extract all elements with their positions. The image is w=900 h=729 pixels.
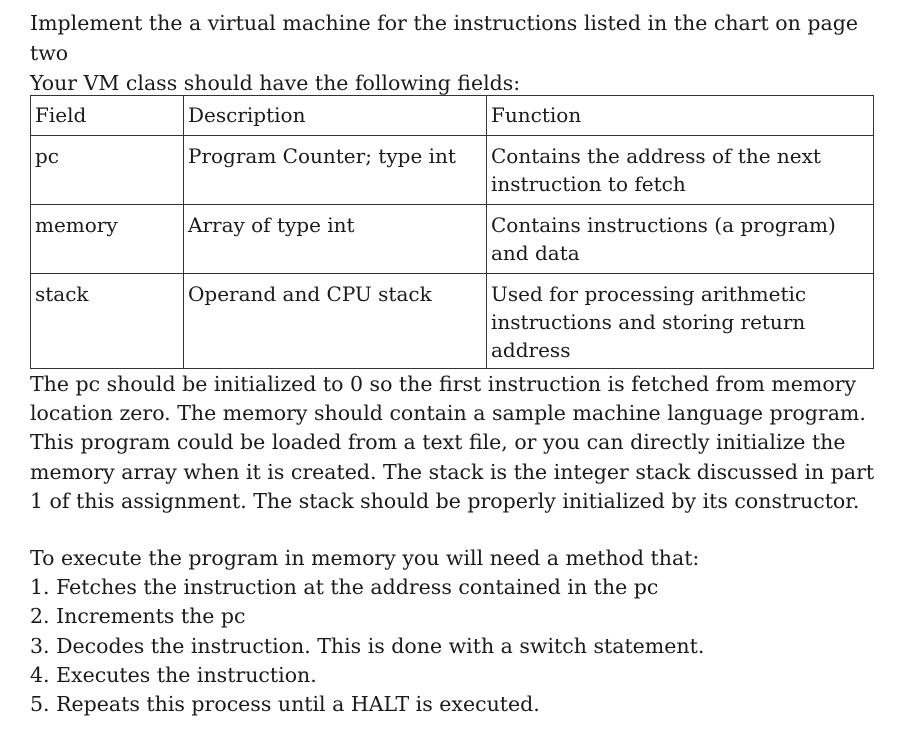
list-item: 1. Fetches the instruction at the address contained in the pc [30,575,659,600]
cell-field: memory [31,205,184,274]
steps-list [30,573,880,719]
table-row [31,274,874,369]
table-row [31,205,874,274]
cell-function: Contains instructions (a program) and data [487,205,874,274]
cell-function: Used for processing arithmetic instructions and storing return address [487,274,874,369]
fields-table [30,95,874,369]
table-header-row [31,96,874,136]
cell-description: Operand and CPU stack [184,274,487,369]
list-item: 2. Increments the pc [30,604,246,629]
intro-line-1: Implement the a virtual machine for the instructions listed in the chart on page two [30,11,858,65]
intro [30,8,890,98]
intro-line-2: Your VM class should have the following fields: [30,71,521,95]
steps-intro: To execute the program in memory you will need a method that: [30,546,700,570]
header-description: Description [184,96,487,136]
list-item: 5. Repeats this process until a HALT is executed. [30,692,540,717]
cell-description: Program Counter; type int [184,136,487,205]
cell-description: Array of type int [184,205,487,274]
cell-field: stack [31,274,184,369]
list-item: 4. Executes the instruction. [30,662,317,687]
header-field: Field [31,96,184,136]
cell-field: pc [31,136,184,205]
header-function: Function [487,96,874,136]
execution-steps [30,544,880,719]
cell-function: Contains the address of the next instruction to fetch [487,136,874,205]
list-item: 3. Decodes the instruction. This is done with a switch statement. [30,633,705,658]
table-row [31,136,874,205]
initialization-paragraph: The pc should be initialized to 0 so the first instruction is fetched from memory location zero. The memory should contain a sample machine language program. This program could be loaded from a text file, or you can directly initialize the memory array when it is created. The stack is the integer stack discussed in part 1 of this assignment. The stack should be properly initialized by its constructor. [30,372,875,513]
